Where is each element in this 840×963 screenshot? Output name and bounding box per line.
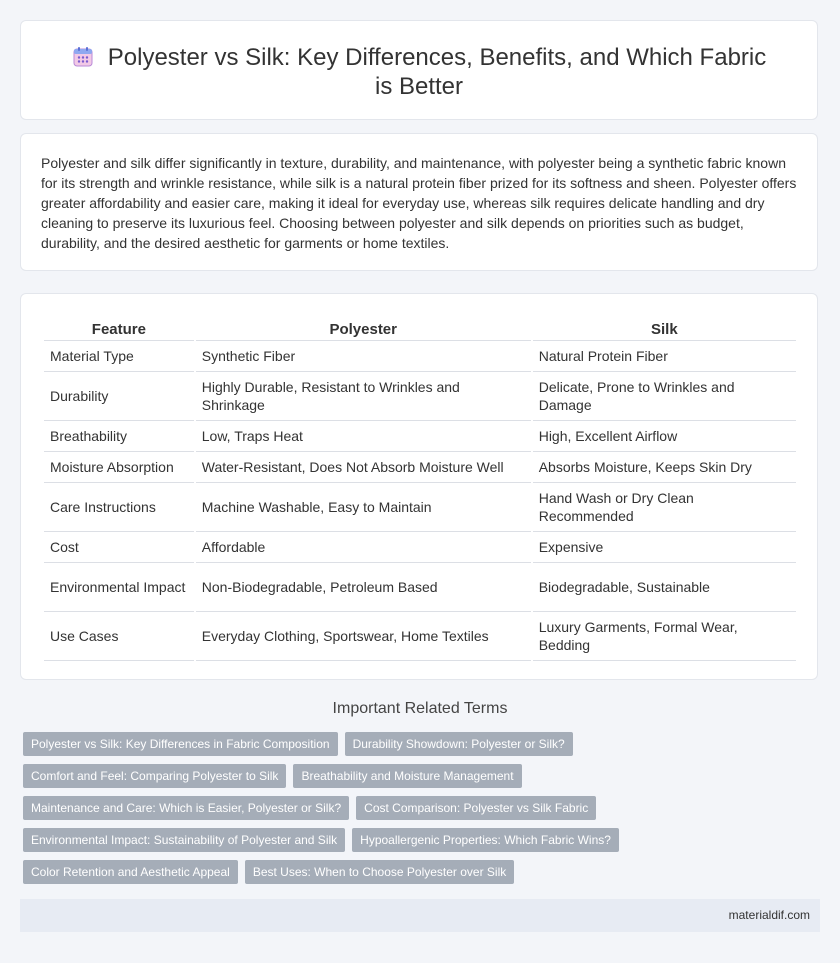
header-feature: Feature: [44, 312, 194, 341]
calendar-icon: [72, 46, 94, 68]
related-tag-link[interactable]: Durability Showdown: Polyester or Silk?: [345, 732, 573, 756]
feature-cell: Cost: [44, 532, 194, 563]
polyester-cell: Low, Traps Heat: [196, 421, 531, 452]
polyester-cell: Machine Washable, Easy to Maintain: [196, 483, 531, 532]
silk-cell: Absorbs Moisture, Keeps Skin Dry: [533, 452, 796, 483]
footer-site: materialdif.com: [728, 908, 810, 922]
polyester-cell: Non-Biodegradable, Petroleum Based: [196, 563, 531, 612]
page-title: [61, 43, 777, 101]
feature-cell: Moisture Absorption: [44, 452, 194, 483]
related-tag-link[interactable]: Hypoallergenic Properties: Which Fabric Wins?: [352, 828, 619, 852]
related-tag-link[interactable]: Maintenance and Care: Which is Easier, Polyester or Silk?: [23, 796, 349, 820]
related-tag-link[interactable]: Cost Comparison: Polyester vs Silk Fabric: [356, 796, 596, 820]
related-tag-link[interactable]: Color Retention and Aesthetic Appeal: [23, 860, 238, 884]
feature-cell: Use Cases: [44, 612, 194, 661]
footer: [20, 899, 820, 932]
silk-cell: Delicate, Prone to Wrinkles and Damage: [533, 372, 796, 421]
silk-cell: Hand Wash or Dry Clean Recommended: [533, 483, 796, 532]
table-header-row: [44, 312, 796, 341]
page-title-text: Polyester vs Silk: Key Differences, Benefits, and Which Fabric is Better: [107, 44, 767, 100]
related-tag-link[interactable]: Polyester vs Silk: Key Differences in Fabric Composition: [23, 732, 338, 756]
polyester-cell: Synthetic Fiber: [196, 341, 531, 372]
comparison-card: [20, 293, 818, 680]
intro-card: [20, 133, 818, 271]
polyester-cell: Affordable: [196, 532, 531, 563]
table-row: [44, 341, 796, 372]
related-terms-heading: Important Related Terms: [332, 700, 508, 717]
intro-paragraph: Polyester and silk differ significantly in texture, durability, and maintenance, with polyester being a synthetic fabric known for its strength and wrinkle resistance, while silk is a natural protein fiber prized for its softness and sheen. Polyester offers greater affordability and easier care, making it ideal for everyday use, whereas silk requires delicate handling and dry cleaning to preserve its luxurious feel. Choosing between polyester and silk depends on priorities such as budget, durability, and the desired aesthetic for garments or home textiles.: [41, 155, 797, 251]
feature-cell: Environmental Impact: [44, 563, 194, 612]
silk-cell: Luxury Garments, Formal Wear, Bedding: [533, 612, 796, 661]
title-card: [20, 20, 818, 120]
silk-cell: Biodegradable, Sustainable: [533, 563, 796, 612]
feature-cell: Material Type: [44, 341, 194, 372]
related-tag-link[interactable]: Best Uses: When to Choose Polyester over Silk: [245, 860, 514, 884]
related-tag-link[interactable]: Environmental Impact: Sustainability of Polyester and Silk: [23, 828, 345, 852]
table-row: [44, 372, 796, 421]
feature-cell: Care Instructions: [44, 483, 194, 532]
feature-cell: Durability: [44, 372, 194, 421]
related-tags: [23, 732, 823, 892]
feature-cell: Breathability: [44, 421, 194, 452]
silk-cell: Expensive: [533, 532, 796, 563]
table-row: [44, 483, 796, 532]
related-tag-link[interactable]: Breathability and Moisture Management: [293, 764, 521, 788]
comparison-table: [42, 312, 798, 661]
table-row: [44, 452, 796, 483]
table-row: [44, 612, 796, 661]
header-polyester: Polyester: [196, 312, 531, 341]
table-row: [44, 421, 796, 452]
polyester-cell: Water-Resistant, Does Not Absorb Moisture Well: [196, 452, 531, 483]
silk-cell: High, Excellent Airflow: [533, 421, 796, 452]
header-silk: Silk: [533, 312, 796, 341]
table-row: [44, 532, 796, 563]
polyester-cell: Highly Durable, Resistant to Wrinkles and Shrinkage: [196, 372, 531, 421]
table-row: [44, 563, 796, 612]
related-tag-link[interactable]: Comfort and Feel: Comparing Polyester to Silk: [23, 764, 286, 788]
silk-cell: Natural Protein Fiber: [533, 341, 796, 372]
polyester-cell: Everyday Clothing, Sportswear, Home Textiles: [196, 612, 531, 661]
